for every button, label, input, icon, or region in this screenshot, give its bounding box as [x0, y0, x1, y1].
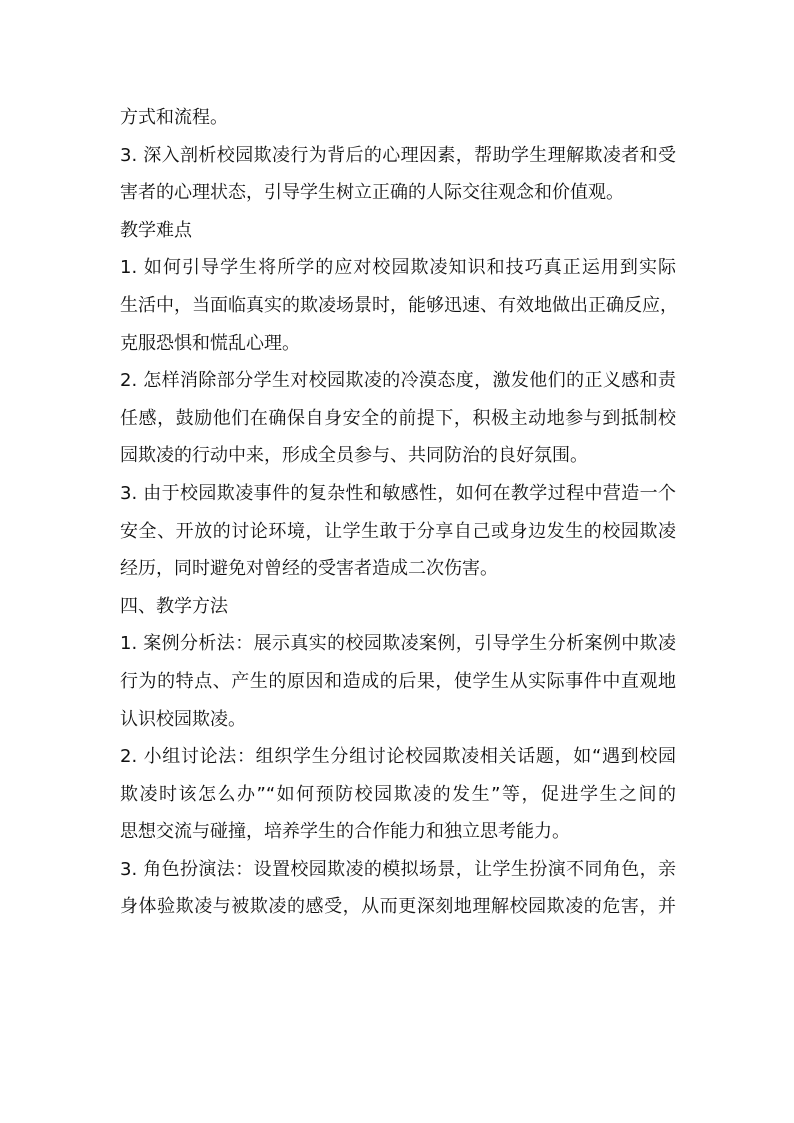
text-line: 欺凌时该怎么办”“如何预防校园欺凌的发生”等，促进学生之间的: [120, 783, 676, 805]
document-body: [120, 99, 676, 926]
text-line: 任感，鼓励他们在确保自身安全的前提下，积极主动地参与到抵制校: [120, 407, 676, 429]
text-line: 2. 怎样消除部分学生对校园欺凌的冷漠态度，激发他们的正义感和责: [120, 370, 676, 392]
text-line: 3. 由于校园欺凌事件的复杂性和敏感性，如何在教学过程中营造一个: [120, 482, 676, 504]
text-line: 认识校园欺凌。: [120, 708, 246, 730]
text-line: 1. 案例分析法：展示真实的校园欺凌案例，引导学生分析案例中欺凌: [120, 633, 676, 655]
text-line: 经历，同时避免对曾经的受害者造成二次伤害。: [120, 558, 498, 580]
text-line: 害者的心理状态，引导学生树立正确的人际交往观念和价值观。: [120, 182, 624, 204]
text-line: 行为的特点、产生的原因和造成的后果，使学生从实际事件中直观地: [120, 670, 676, 692]
text-line: 方式和流程。: [120, 107, 228, 128]
text-line: 克服恐惧和慌乱心理。: [120, 332, 300, 354]
text-line: 思想交流与碰撞，培养学生的合作能力和独立思考能力。: [120, 821, 570, 843]
text-line: 3. 角色扮演法：设置校园欺凌的模拟场景，让学生扮演不同角色，亲: [120, 858, 676, 880]
section-heading: 教学难点: [120, 219, 192, 241]
text-line: 2. 小组讨论法：组织学生分组讨论校园欺凌相关话题，如“遇到校园: [120, 746, 676, 768]
text-line: 生活中，当面临真实的欺凌场景时，能够迅速、有效地做出正确反应，: [120, 294, 678, 316]
text-line: 3. 深入剖析校园欺凌行为背后的心理因素，帮助学生理解欺凌者和受: [120, 144, 676, 166]
text-line: 园欺凌的行动中来，形成全员参与、共同防治的良好氛围。: [120, 445, 588, 467]
text-line: 身体验欺凌与被欺凌的感受，从而更深刻地理解校园欺凌的危害，并: [120, 896, 676, 918]
text-line: 1. 如何引导学生将所学的应对校园欺凌知识和技巧真正运用到实际: [120, 257, 676, 279]
section-heading: 四、教学方法: [120, 595, 228, 617]
text-line: 安全、开放的讨论环境，让学生敢于分享自己或身边发生的校园欺凌: [120, 520, 676, 542]
